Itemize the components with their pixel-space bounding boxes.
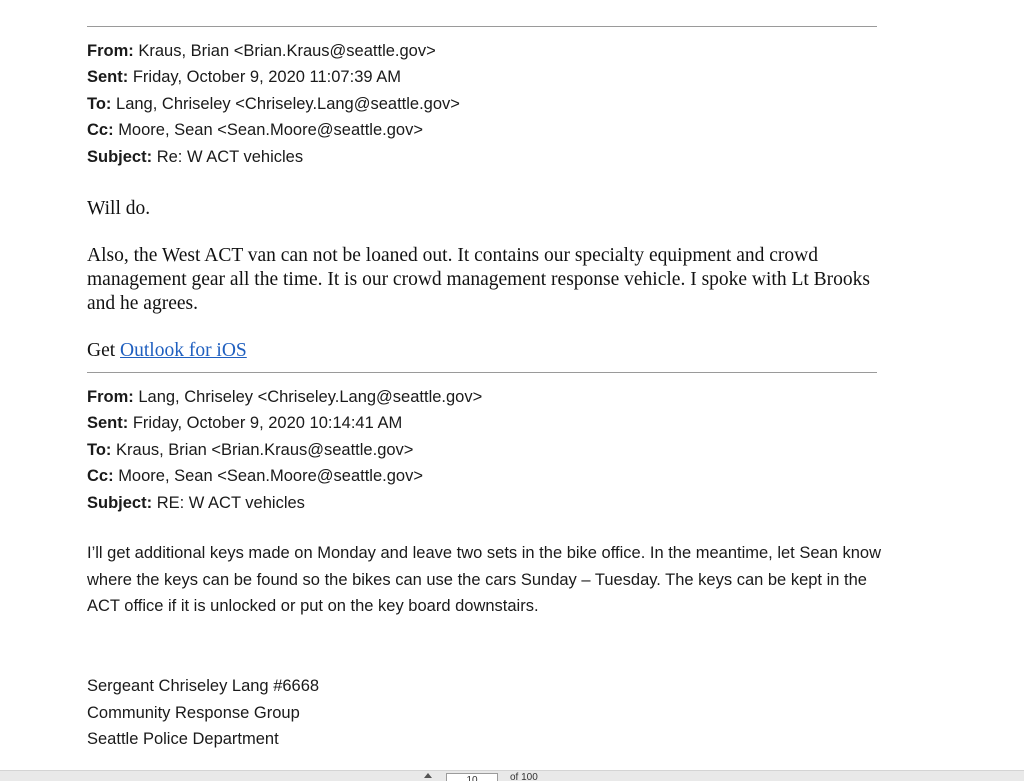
- sent-value: Friday, October 9, 2020 10:14:41 AM: [132, 414, 403, 433]
- cc-value: Moore, Sean <Sean.Moore@seattle.gov>: [118, 467, 423, 486]
- previous-page-icon[interactable]: [424, 773, 432, 778]
- from-value: Lang, Chriseley <Chriseley.Lang@seattle.gov>: [138, 388, 483, 406]
- email-header: [87, 384, 482, 516]
- signature-department: Seattle Police Department: [87, 730, 279, 748]
- header-subject-row: [87, 144, 460, 170]
- email-body-paragraph: I’ll get additional keys made on Monday and leave two sets in the bike office. In the meantime, let Sean know where the keys can be found so the bikes can use the cars Sunday – Tuesday. The keys can be kept in the ACT office if it is unlocked or put on the key board downstairs.: [87, 544, 881, 615]
- to-label: To:: [87, 94, 112, 113]
- from-label: From:: [87, 42, 134, 60]
- header-sent-row: [87, 64, 460, 90]
- signature-name: Sergeant Chriseley Lang #6668: [87, 677, 320, 695]
- header-cc-row: [87, 117, 460, 143]
- outlook-ios-link[interactable]: Outlook for iOS: [120, 340, 247, 361]
- header-from-row: [87, 384, 482, 410]
- subject-value: Re: W ACT vehicles: [156, 147, 304, 166]
- page-number-input[interactable]: [446, 773, 498, 781]
- subject-label: Subject:: [87, 147, 153, 166]
- header-to-row: [87, 437, 482, 463]
- signature-unit: Community Response Group: [87, 703, 300, 722]
- subject-value: RE: W ACT vehicles: [156, 493, 305, 512]
- header-to-row: [87, 91, 460, 117]
- get-prefix: Get: [87, 340, 121, 361]
- to-label: To:: [87, 440, 112, 459]
- email-body-line: Will do.: [87, 198, 151, 219]
- email-body-paragraph: Also, the West ACT van can not be loaned out. It contains our specialty equipment and crowd management gear all the time. It is our crowd management response vehicle. I spoke with Lt Brooks and he agrees.: [87, 245, 871, 314]
- email-header: [87, 38, 460, 170]
- separator-rule: [87, 372, 877, 373]
- cc-label: Cc:: [87, 121, 114, 140]
- subject-label: Subject:: [87, 493, 153, 512]
- cc-value: Moore, Sean <Sean.Moore@seattle.gov>: [118, 121, 423, 140]
- header-from-row: [87, 38, 460, 64]
- sent-label: Sent:: [87, 414, 129, 433]
- to-value: Kraus, Brian <Brian.Kraus@seattle.gov>: [116, 440, 414, 459]
- from-label: From:: [87, 388, 134, 406]
- outlook-signature: [87, 339, 897, 363]
- sent-label: Sent:: [87, 68, 129, 87]
- signature-block: [87, 673, 887, 753]
- header-subject-row: [87, 490, 482, 516]
- page-count-label: of 100: [510, 772, 538, 781]
- to-value: Lang, Chriseley <Chriseley.Lang@seattle.gov>: [116, 94, 460, 113]
- sent-value: Friday, October 9, 2020 11:07:39 AM: [132, 68, 401, 87]
- header-sent-row: [87, 410, 482, 436]
- header-cc-row: [87, 463, 482, 489]
- viewer-toolbar: [0, 770, 1024, 781]
- separator-rule: [87, 26, 877, 27]
- from-value: Kraus, Brian <Brian.Kraus@seattle.gov>: [138, 42, 436, 60]
- cc-label: Cc:: [87, 467, 114, 486]
